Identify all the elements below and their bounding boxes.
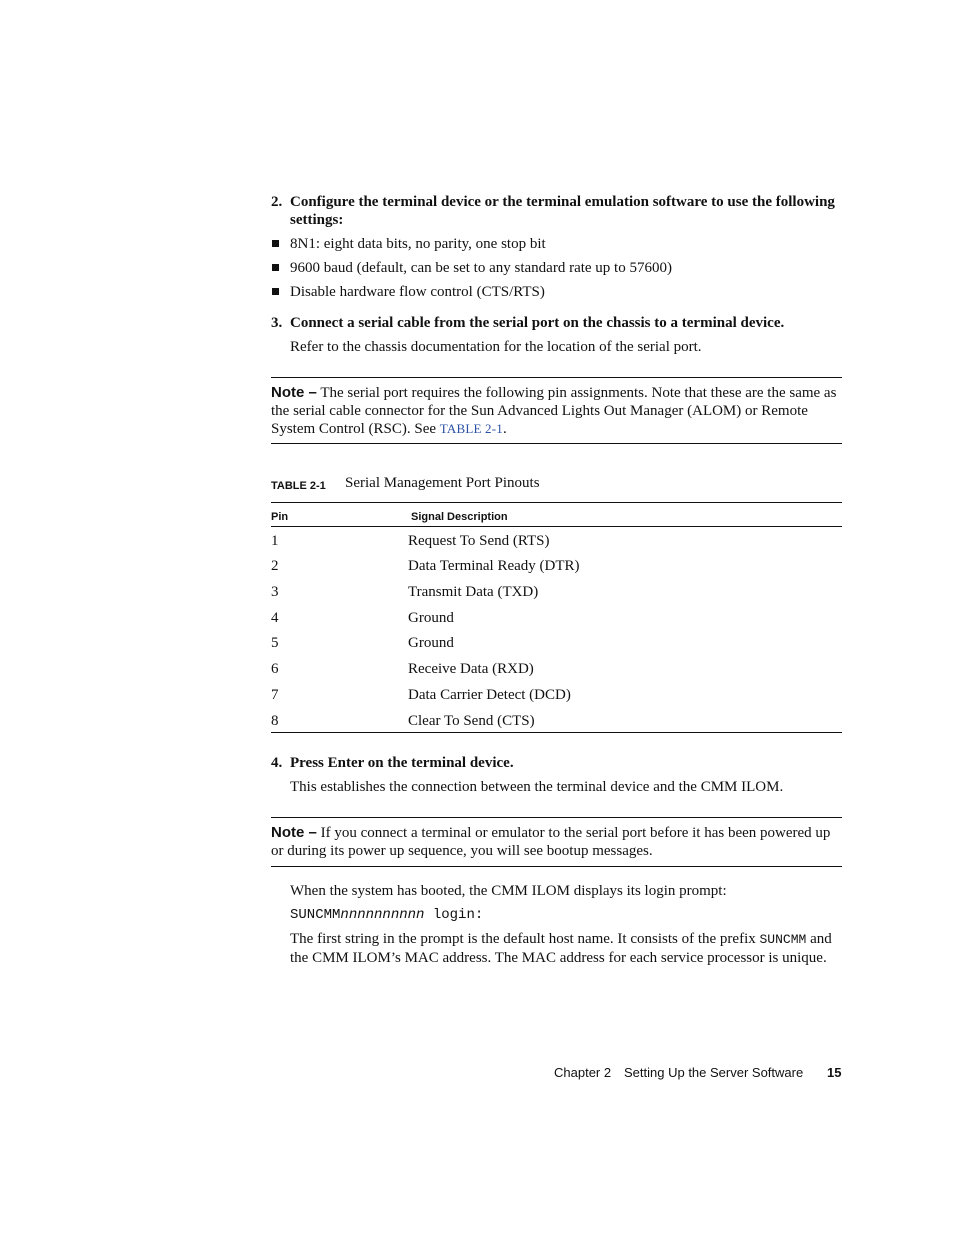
table-header-pin: Pin <box>271 511 289 523</box>
step-4-number: 4. <box>271 755 283 771</box>
table-cell-signal: Ground <box>408 610 454 626</box>
code-prefix: SUNCMM <box>290 907 341 923</box>
step-3-body: Refer to the chassis documentation for the location of the serial port. <box>290 339 702 355</box>
table-bottom-rule <box>271 732 842 733</box>
step-2-heading: Configure the terminal device or the terminal emulation software to use the following settings: <box>290 194 835 228</box>
table-cell-signal: Ground <box>408 635 454 651</box>
bullet-item: 9600 baud (default, can be set to any standard rate up to 57600) <box>290 260 672 276</box>
step-4-body: This establishes the connection between the terminal device and the CMM ILOM. <box>290 779 784 795</box>
table-row <box>271 686 842 712</box>
note-top-rule <box>271 377 842 378</box>
table-row <box>271 609 842 635</box>
table-caption: Serial Management Port Pinouts <box>345 475 540 491</box>
host-name-explanation <box>290 930 842 967</box>
bullet-square-icon <box>272 288 279 295</box>
table-cross-reference-link[interactable]: TABLE 2-1 <box>439 421 503 436</box>
note-bottom-rule <box>271 866 842 867</box>
bullet-item: 8N1: eight data bits, no parity, one stop bit <box>290 236 546 252</box>
note-end: . <box>503 421 507 437</box>
table-cell-pin: 4 <box>271 610 279 626</box>
table-row <box>271 660 842 686</box>
step-3-heading: Connect a serial cable from the serial port on the chassis to a terminal device. <box>290 315 785 331</box>
table-label: TABLE 2-1 <box>271 480 326 492</box>
note-label: Note – <box>271 384 317 401</box>
table-cell-signal: Data Terminal Ready (DTR) <box>408 558 580 574</box>
page-number: 15 <box>827 1065 842 1080</box>
note-text: If you connect a terminal or emulator to the serial port before it has been powered up or during its power up sequence, you will see bootup messages. <box>271 825 831 859</box>
table-cell-pin: 7 <box>271 687 279 703</box>
table-cell-signal: Transmit Data (TXD) <box>408 584 539 600</box>
code-variable: nnnnnnnnnn <box>340 907 425 923</box>
inline-code: SUNCMM <box>759 932 807 947</box>
note-text: The serial port requires the following pin assignments. Note that these are the same as the serial cable connector for the Sun Advanced Lights Out Manager (ALOM) or Remote System Control (RSC). See <box>271 385 837 437</box>
bullet-item: Disable hardware flow control (CTS/RTS) <box>290 284 545 300</box>
table-top-rule <box>271 502 842 503</box>
footer-chapter-title: Setting Up the Server Software <box>624 1065 804 1080</box>
table-cell-pin: 6 <box>271 661 279 677</box>
note-bottom-rule <box>271 443 842 444</box>
table-header-signal-description: Signal Description <box>411 511 508 523</box>
step-4-heading: Press Enter on the terminal device. <box>290 755 514 771</box>
explanation-text: and the CMM ILOM’s MAC address. The MAC address for each service processor is unique. <box>290 931 832 966</box>
step-3-number: 3. <box>271 315 283 331</box>
table-header-rule <box>271 526 842 527</box>
bullet-square-icon <box>272 264 279 271</box>
table-cell-pin: 8 <box>271 713 279 729</box>
table-cell-signal: Receive Data (RXD) <box>408 661 534 677</box>
table-row <box>271 532 842 558</box>
table-cell-signal: Request To Send (RTS) <box>408 533 550 549</box>
table-cell-pin: 5 <box>271 635 279 651</box>
note-label: Note – <box>271 824 317 841</box>
note-bootup-messages <box>271 824 842 860</box>
footer-chapter: Chapter 2 <box>554 1065 612 1080</box>
table-row <box>271 557 842 583</box>
table-row <box>271 712 842 738</box>
table-cell-signal: Data Carrier Detect (DCD) <box>408 687 571 703</box>
table-cell-signal: Clear To Send (CTS) <box>408 713 535 729</box>
table-cell-pin: 1 <box>271 533 279 549</box>
code-suffix: login: <box>424 907 484 923</box>
step-2-number: 2. <box>271 194 283 210</box>
note-pin-assignments <box>271 384 842 438</box>
login-prompt-intro: When the system has booted, the CMM ILOM displays its login prompt: <box>290 883 727 899</box>
table-row <box>271 583 842 609</box>
note-top-rule <box>271 817 842 818</box>
table-row <box>271 634 842 660</box>
explanation-text: The first string in the prompt is the default host name. It consists of the prefix <box>290 931 760 947</box>
login-prompt-code <box>290 906 483 924</box>
table-cell-pin: 3 <box>271 584 279 600</box>
bullet-square-icon <box>272 240 279 247</box>
table-cell-pin: 2 <box>271 558 279 574</box>
